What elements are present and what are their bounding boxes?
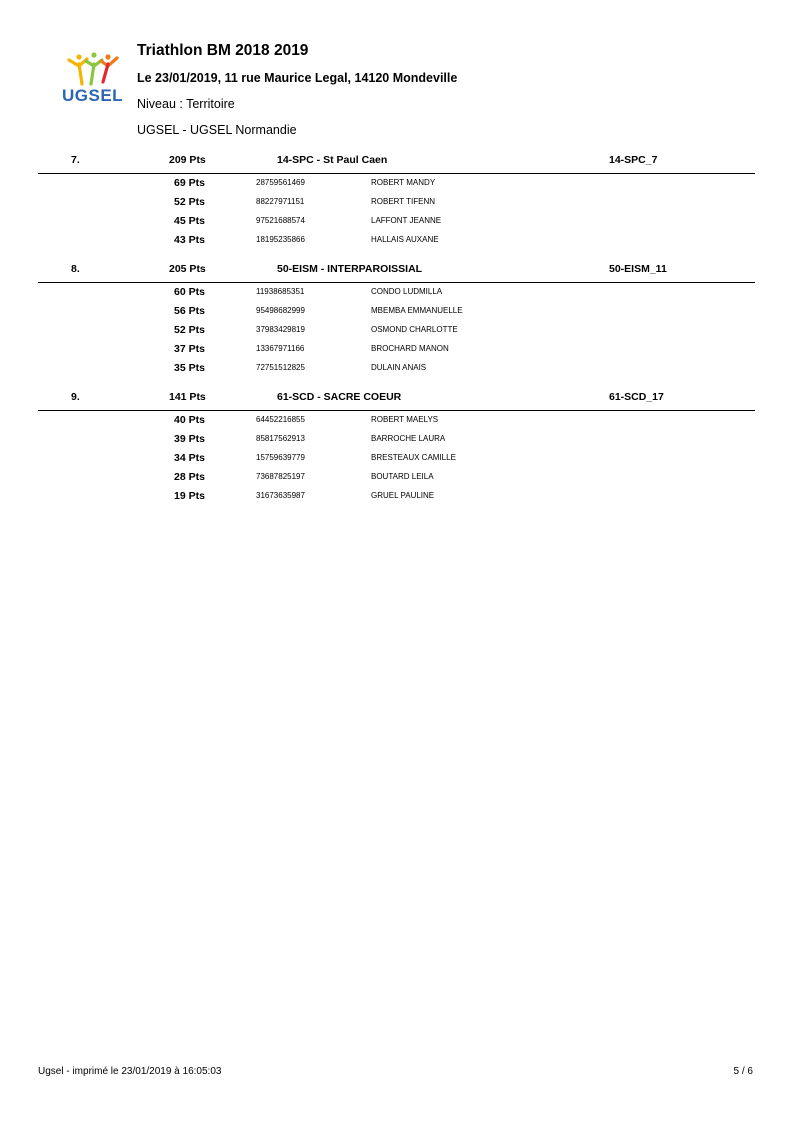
athlete-points: 56 Pts [174, 305, 205, 317]
athlete-row [38, 411, 755, 430]
athlete-name: OSMOND CHARLOTTE [371, 325, 458, 334]
event-level: Niveau : Territoire [137, 97, 235, 111]
athlete-name: CONDO LUDMILLA [371, 287, 443, 296]
athlete-name: MBEMBA EMMANUELLE [371, 306, 463, 315]
athlete-points: 52 Pts [174, 324, 205, 336]
athlete-points: 19 Pts [174, 490, 205, 502]
results-table [38, 149, 755, 506]
page-number: 5 / 6 [733, 1066, 753, 1077]
athlete-row [38, 468, 755, 487]
team-code: 14-SPC_7 [609, 154, 658, 166]
athlete-points: 35 Pts [174, 362, 205, 374]
athlete-row [38, 359, 755, 378]
team-name: 14-SPC - St Paul Caen [277, 154, 388, 166]
team-rank: 8. [71, 263, 80, 275]
athlete-name: BRESTEAUX CAMILLE [371, 453, 456, 462]
athlete-points: 37 Pts [174, 343, 205, 355]
team-row [38, 149, 755, 174]
athlete-points: 39 Pts [174, 433, 205, 445]
athlete-points: 45 Pts [174, 215, 205, 227]
team-code: 50-EISM_11 [609, 263, 667, 275]
athlete-row [38, 302, 755, 321]
athlete-points: 69 Pts [174, 177, 205, 189]
athlete-name: LAFFONT JEANNE [371, 216, 442, 225]
athlete-row [38, 340, 755, 359]
team-rank: 9. [71, 391, 80, 403]
team-points: 141 Pts [169, 391, 206, 403]
athlete-id: 15759639779 [256, 453, 305, 462]
athlete-points: 28 Pts [174, 471, 205, 483]
athlete-name: GRUEL PAULINE [371, 491, 435, 500]
print-footer: Ugsel - imprimé le 23/01/2019 à 16:05:03 [38, 1066, 222, 1077]
athlete-id: 64452216855 [256, 415, 305, 424]
section-gap [38, 378, 755, 386]
athlete-id: 97521688574 [256, 216, 305, 225]
athlete-row [38, 283, 755, 302]
team-row [38, 258, 755, 283]
event-organization: UGSEL - UGSEL Normandie [137, 123, 297, 137]
athlete-row [38, 174, 755, 193]
athlete-points: 60 Pts [174, 286, 205, 298]
athlete-name: BARROCHE LAURA [371, 434, 446, 443]
team-name: 61-SCD - SACRE COEUR [277, 391, 402, 403]
athlete-id: 72751512825 [256, 363, 305, 372]
athlete-name: BROCHARD MANON [371, 344, 449, 353]
athlete-name: DULAIN ANAIS [371, 363, 427, 372]
athlete-name: ROBERT TIFENN [371, 197, 436, 206]
athlete-id: 31673635987 [256, 491, 305, 500]
athlete-id: 73687825197 [256, 472, 305, 481]
athlete-id: 95498682999 [256, 306, 305, 315]
event-date-location: Le 23/01/2019, 11 rue Maurice Legal, 14120 Mondeville [137, 71, 458, 85]
team-rank: 7. [71, 154, 80, 166]
athlete-id: 85817562913 [256, 434, 305, 443]
athlete-name: ROBERT MAELYS [371, 415, 439, 424]
athlete-id: 11938685351 [256, 287, 305, 296]
team-points: 205 Pts [169, 263, 206, 275]
athlete-row [38, 430, 755, 449]
section-gap [38, 250, 755, 258]
athlete-id: 13367971166 [256, 344, 305, 353]
athlete-points: 43 Pts [174, 234, 205, 246]
athlete-id: 18195235866 [256, 235, 305, 244]
athlete-points: 34 Pts [174, 452, 205, 464]
logo-text: UGSEL [62, 86, 124, 105]
athlete-row [38, 193, 755, 212]
athlete-points: 52 Pts [174, 196, 205, 208]
ugsel-figures-icon [67, 52, 119, 86]
ugsel-logo [62, 52, 124, 106]
athlete-name: BOUTARD LEILA [371, 472, 434, 481]
team-row [38, 386, 755, 411]
athlete-row [38, 449, 755, 468]
athlete-row [38, 321, 755, 340]
athlete-id: 37983429819 [256, 325, 305, 334]
athlete-id: 88227971151 [256, 197, 305, 206]
athlete-row [38, 487, 755, 506]
athlete-name: ROBERT MANDY [371, 178, 436, 187]
page-title: Triathlon BM 2018 2019 [137, 42, 309, 59]
team-name: 50-EISM - INTERPAROISSIAL [277, 263, 423, 275]
athlete-row [38, 231, 755, 250]
athlete-id: 28759561469 [256, 178, 305, 187]
team-points: 209 Pts [169, 154, 206, 166]
athlete-row [38, 212, 755, 231]
athlete-name: HALLAIS AUXANE [371, 235, 439, 244]
team-code: 61-SCD_17 [609, 391, 664, 403]
athlete-points: 40 Pts [174, 414, 205, 426]
